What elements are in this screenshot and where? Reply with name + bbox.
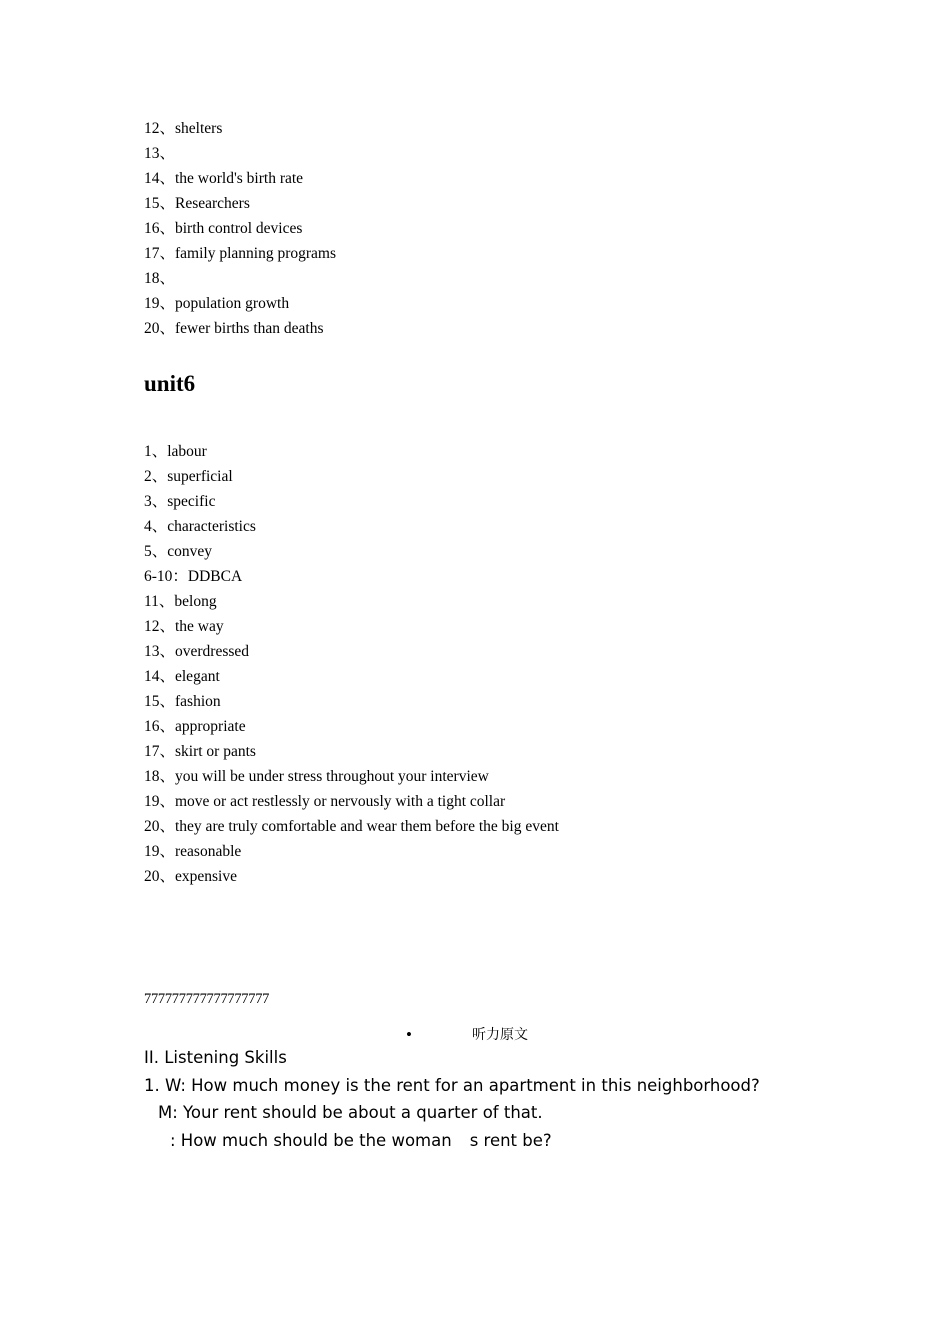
list-item: 3、specific xyxy=(144,493,216,510)
list-item: 1、labour xyxy=(144,443,207,460)
list-item: 4、characteristics xyxy=(144,518,256,535)
list-item: 20、they are truly comfortable and wear them before the big event xyxy=(144,818,559,835)
answer-list-previous-unit xyxy=(144,116,336,341)
bullet-text: 听力原文 xyxy=(472,1027,528,1043)
list-item: 18、 xyxy=(144,270,176,287)
bullet-icon: • xyxy=(406,1025,412,1044)
list-item: 5、convey xyxy=(144,543,213,560)
list-item: 20、fewer births than deaths xyxy=(144,320,324,337)
list-item: 13、overdressed xyxy=(144,643,250,660)
list-item: 15、Researchers xyxy=(144,195,250,212)
unit6-heading: unit6 xyxy=(144,371,196,396)
question-line xyxy=(170,1127,552,1155)
list-item: 2、superficial xyxy=(144,468,233,485)
list-item: 14、the world's birth rate xyxy=(144,170,304,187)
list-item: 16、appropriate xyxy=(144,718,246,735)
list-item: 18、you will be under stress throughout your interview xyxy=(144,768,489,785)
dialogue-line-woman: 1. W: How much money is the rent for an apartment in this neighborhood? xyxy=(144,1076,760,1095)
list-item: 17、skirt or pants xyxy=(144,743,256,760)
list-item: 12、shelters xyxy=(144,120,223,137)
list-item: 16、birth control devices xyxy=(144,220,303,237)
list-item: 15、fashion xyxy=(144,693,221,710)
question-part-2: s rent be? xyxy=(469,1131,552,1150)
question-part-1: : How much should be the woman xyxy=(170,1131,452,1150)
list-item: 12、the way xyxy=(144,618,224,635)
list-item: 19、move or act restlessly or nervously with a tight collar xyxy=(144,793,506,810)
listening-skills-title: II. Listening Skills xyxy=(144,1048,287,1067)
list-item: 17、family planning programs xyxy=(144,245,336,262)
list-item: 13、 xyxy=(144,145,176,162)
answer-list-unit6 xyxy=(144,439,559,889)
dialogue-line-man: M: Your rent should be about a quarter of that. xyxy=(158,1103,543,1122)
list-item: 6-10：DDBCA xyxy=(144,568,243,585)
list-item: 19、population growth xyxy=(144,295,290,312)
list-item: 11、belong xyxy=(144,593,217,610)
marker-line: 777777777777777777 xyxy=(144,991,270,1007)
list-item: 20、expensive xyxy=(144,868,237,885)
bullet-row xyxy=(0,1023,950,1047)
list-item: 14、elegant xyxy=(144,668,220,685)
list-item: 19、reasonable xyxy=(144,843,242,860)
